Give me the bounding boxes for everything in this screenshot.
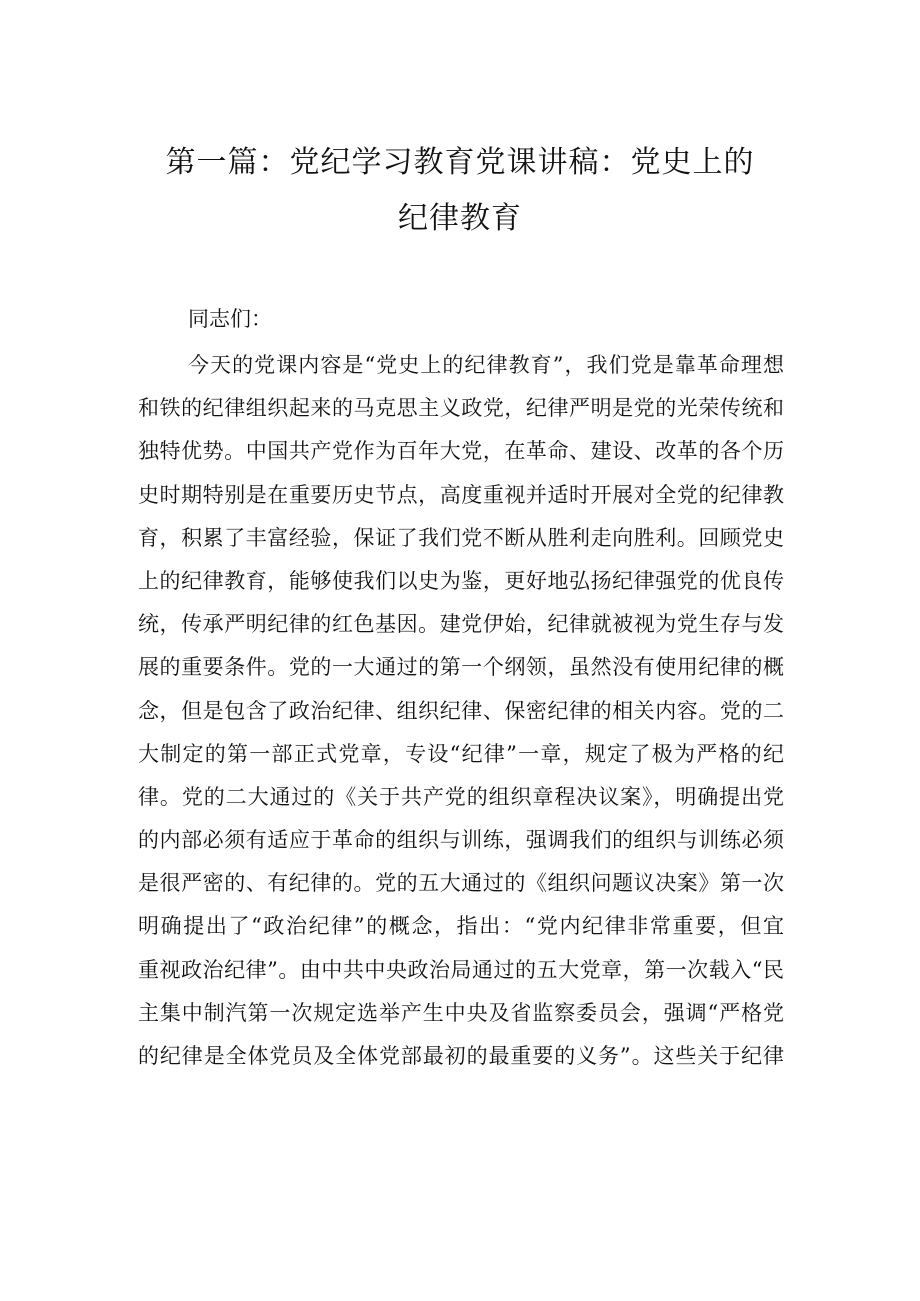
body-line: 上的纪律教育，能够使我们以史为鉴，更好地弘扬纪律强党的优良传 [138, 568, 784, 593]
body-line: 育，积累了丰富经验，保证了我们党不断从胜利走向胜利。回顾党史 [138, 525, 784, 550]
body-line: 史时期特别是在重要历史节点，高度重视并适时开展对全党的纪律教 [138, 482, 784, 507]
body-line: 大制定的第一部正式党章，专设“纪律”一章，规定了极为严格的纪 [138, 741, 784, 766]
body-line: 重视政治纪律”。由中共中央政治局通过的五大党章，第一次载入“民 [138, 957, 784, 982]
body-line: 律。党的二大通过的《关于共产党的组织章程决议案》，明确提出党 [138, 784, 784, 809]
body-paragraph [138, 344, 784, 1078]
body-line: 今天的党课内容是“党史上的纪律教育”，我们党是靠革命理想 [188, 353, 784, 377]
body-line: 的内部必须有适应于革命的组织与训练，强调我们的组织与训练必须 [138, 828, 784, 853]
salutation: 同志们： [188, 307, 272, 331]
body-line: 是很严密的、有纪律的。党的五大通过的《组织问题议决案》第一次 [138, 871, 784, 896]
body-line: 统，传承严明纪律的红色基因。建党伊始，纪律就被视为党生存与发 [138, 612, 784, 637]
body-line: 的纪律是全体党员及全体党部最初的最重要的义务”。这些关于纪律 [138, 1044, 784, 1068]
document-title-line-2: 纪律教育 [398, 201, 522, 236]
body-line: 明确提出了“政治纪律”的概念，指出：“党内纪律非常重要，但宜 [138, 914, 784, 939]
body-line: 独特优势。中国共产党作为百年大党，在革命、建设、改革的各个历 [138, 439, 784, 464]
body-line: 主集中制汽第一次规定选举产生中央及省监察委员会，强调“严格党 [138, 1000, 784, 1025]
body-line: 展的重要条件。党的一大通过的第一个纲领，虽然没有使用纪律的概 [138, 655, 784, 680]
body-line: 念，但是包含了政治纪律、组织纪律、保密纪律的相关内容。党的二 [138, 698, 784, 723]
body-line: 和铁的纪律组织起来的马克思主义政党，纪律严明是党的光荣传统和 [138, 396, 784, 421]
document-title-line-1: 第一篇：党纪学习教育党课讲稿：党史上的 [165, 145, 755, 180]
